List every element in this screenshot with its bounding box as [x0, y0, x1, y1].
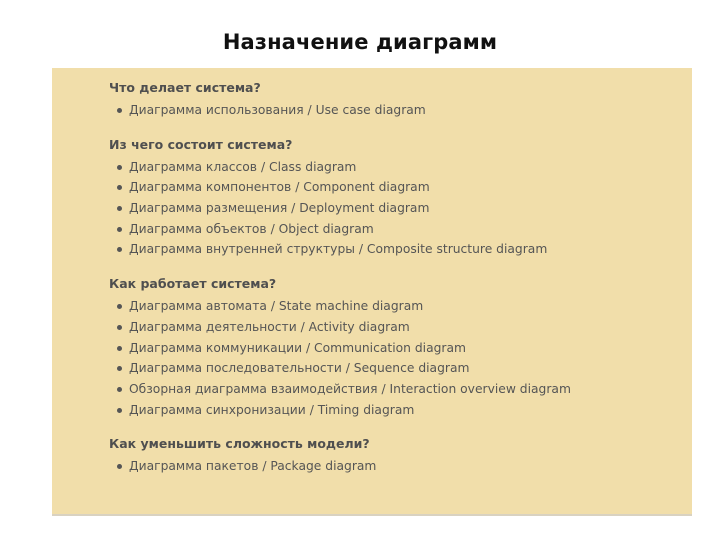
list-item-label: Диаграмма объектов / Object diagram — [129, 221, 374, 236]
diagram-list — [109, 456, 682, 477]
bullet-icon — [117, 408, 122, 413]
content-panel — [52, 68, 692, 516]
diagram-section — [109, 274, 682, 420]
list-item — [109, 358, 682, 379]
list-item-label: Диаграмма последовательности / Sequence diagram — [129, 361, 470, 376]
list-item-label: Обзорная диаграмма взаимодействия / Interaction overview diagram — [129, 381, 571, 396]
list-item — [109, 456, 682, 477]
bullet-icon — [117, 325, 122, 330]
sections-list — [109, 78, 682, 491]
bullet-icon — [117, 346, 122, 351]
bullet-icon — [117, 387, 122, 392]
diagram-list — [109, 296, 682, 420]
list-item-label: Диаграмма пакетов / Package diagram — [129, 459, 377, 474]
list-item-label: Диаграмма коммуникации / Communication diagram — [129, 340, 466, 355]
list-item-label: Диаграмма деятельности / Activity diagram — [129, 319, 410, 334]
list-item — [109, 177, 682, 198]
list-item — [109, 317, 682, 338]
list-item — [109, 338, 682, 359]
slide-title: Назначение диаграмм — [222, 30, 498, 54]
section-title: Что делает система? — [109, 80, 261, 95]
list-item-label: Диаграмма компонентов / Component diagram — [129, 180, 430, 195]
bullet-icon — [117, 165, 122, 170]
list-item — [109, 400, 682, 421]
bullet-icon — [117, 108, 122, 113]
bullet-icon — [117, 247, 122, 252]
section-title: Как уменьшить сложность модели? — [109, 436, 370, 452]
bullet-icon — [117, 227, 122, 232]
diagram-section — [109, 434, 682, 477]
list-item-label: Диаграмма классов / Class diagram — [129, 159, 357, 174]
list-item-label: Диаграмма размещения / Deployment diagram — [129, 201, 430, 216]
list-item-label: Диаграмма автомата / State machine diagram — [129, 299, 424, 314]
list-item-label: Диаграмма синхронизации / Timing diagram — [129, 402, 415, 417]
list-item — [109, 239, 682, 260]
list-item — [109, 296, 682, 317]
bullet-icon — [117, 304, 122, 309]
bullet-icon — [117, 206, 122, 211]
list-item — [109, 198, 682, 219]
list-item-label: Диаграмма внутренней структуры / Composite structure diagram — [129, 242, 548, 257]
section-title: Из чего состоит система? — [109, 136, 293, 152]
diagram-section — [109, 135, 682, 260]
list-item — [109, 100, 682, 121]
diagram-list — [109, 100, 682, 121]
bullet-icon — [117, 185, 122, 190]
diagram-section — [109, 78, 682, 121]
list-item — [109, 157, 682, 178]
bullet-icon — [117, 464, 122, 469]
bullet-icon — [117, 366, 122, 371]
list-item — [109, 219, 682, 240]
diagram-list — [109, 157, 682, 260]
section-title: Как работает система? — [109, 276, 277, 292]
list-item-label: Диаграмма использования / Use case diagram — [129, 103, 426, 117]
list-item — [109, 379, 682, 400]
